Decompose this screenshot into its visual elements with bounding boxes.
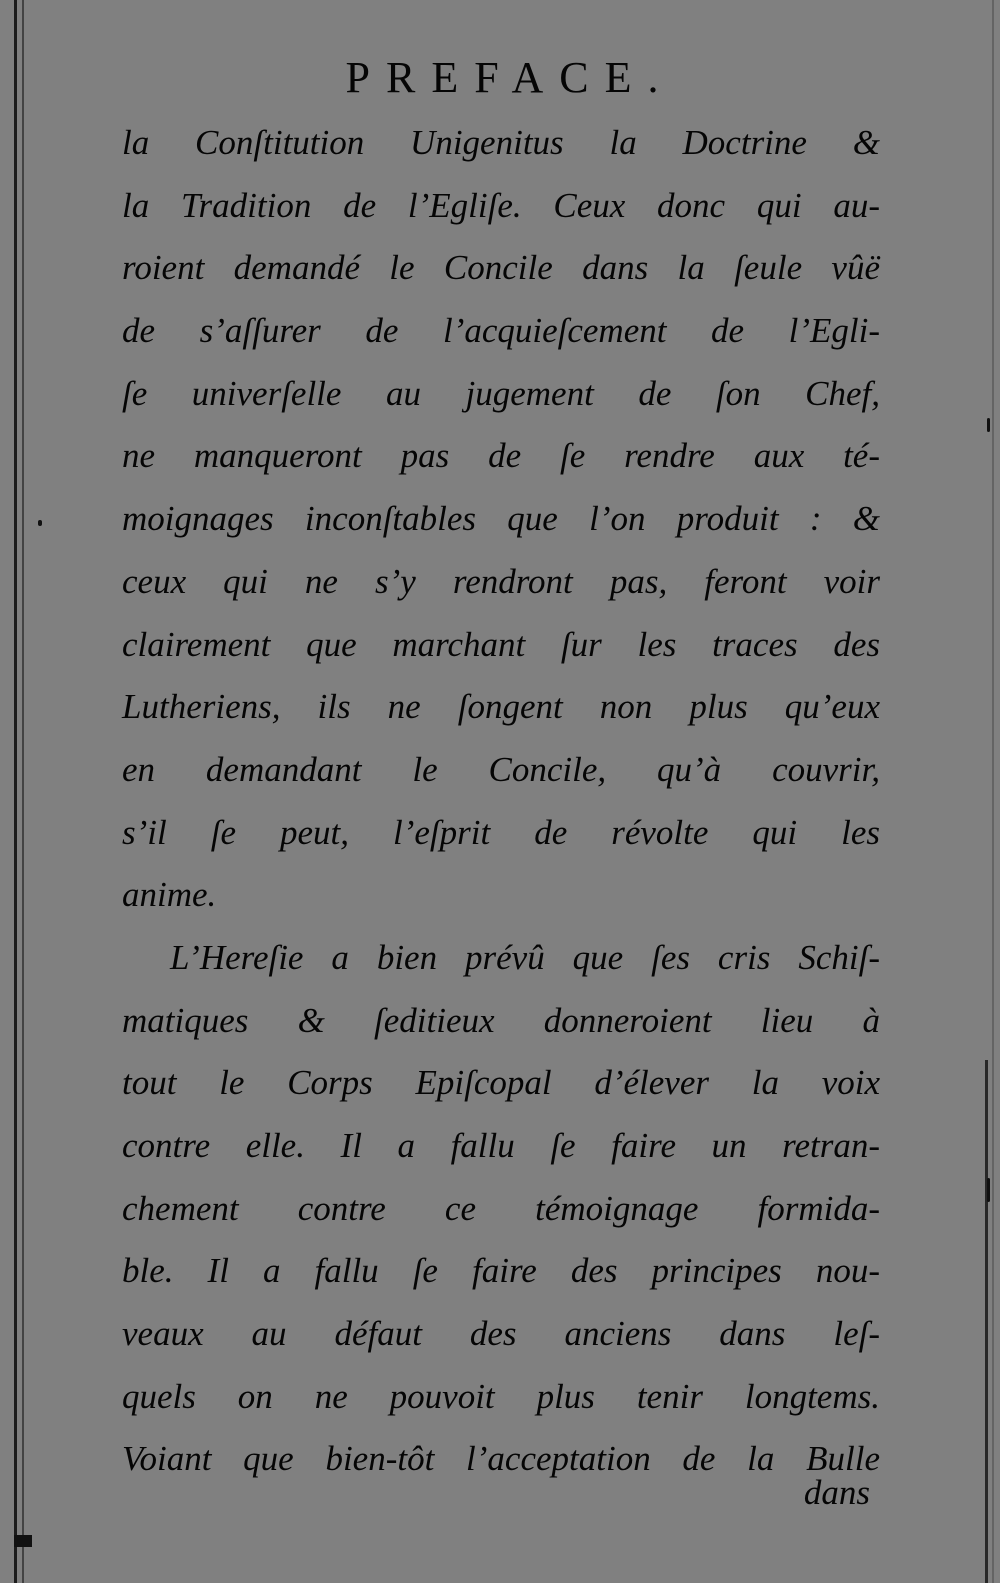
text-line: matiques & ſeditieux donneroient lieu à (122, 1000, 880, 1040)
text-line: Voiant que bien-tôt l’acceptation de la Bulle (122, 1439, 880, 1479)
page-edge-left-inner (22, 0, 24, 1583)
text-line: tout le Corps Epiſcopal d’élever la voix (122, 1063, 880, 1103)
text-line: roient demandé le Concile dans la ſeule vûë (122, 248, 880, 288)
text-line: veaux au défaut des anciens dans leſ- (122, 1314, 880, 1354)
page-edge-left (14, 0, 17, 1583)
text-line: la Tradition de l’Egliſe. Ceux donc qui au- (122, 185, 880, 225)
ink-speck (38, 520, 42, 526)
catchword: dans (803, 1473, 870, 1512)
ink-speck (987, 1178, 990, 1202)
text-line: L’Hereſie a bien prévû que ſes cris Schiſ- (170, 937, 880, 977)
page-edge-right-outer (992, 0, 994, 1583)
text-line: de s’aſſurer de l’acquieſcement de l’Egli- (122, 311, 880, 351)
text-line: ne manqueront pas de ſe rendre aux té- (122, 436, 880, 476)
text-line: en demandant le Concile, qu’à couvrir, (122, 749, 880, 789)
text-line: Lutheriens, ils ne ſongent non plus qu’eux (122, 687, 880, 727)
text-line: ble. Il a fallu ſe faire des principes nou- (122, 1251, 880, 1291)
running-title: PREFACE. (345, 53, 675, 102)
page-edge-right (985, 1060, 988, 1583)
text-line: s’il ſe peut, l’eſprit de révolte qui les (122, 812, 880, 852)
text-line: ceux qui ne s’y rendront pas, feront voir (122, 561, 880, 601)
ink-speck (14, 1535, 32, 1547)
text-line: quels on ne pouvoit plus tenir longtems. (122, 1376, 880, 1416)
text-line: clairement que marchant ſur les traces des (122, 624, 880, 664)
text-line: chement contre ce témoignage formida- (122, 1188, 880, 1228)
text-line: anime. (122, 875, 217, 915)
text-line: la Conſtitution Unigenitus la Doctrine & (122, 123, 880, 162)
ink-speck (987, 418, 990, 432)
text-line: contre elle. Il a fallu ſe faire un retran- (122, 1126, 880, 1165)
text-line: ſe univerſelle au jugement de ſon Chef, (122, 373, 880, 413)
text-line: moignages inconſtables que l’on produit : & (122, 499, 880, 539)
body-text (122, 112, 880, 1491)
